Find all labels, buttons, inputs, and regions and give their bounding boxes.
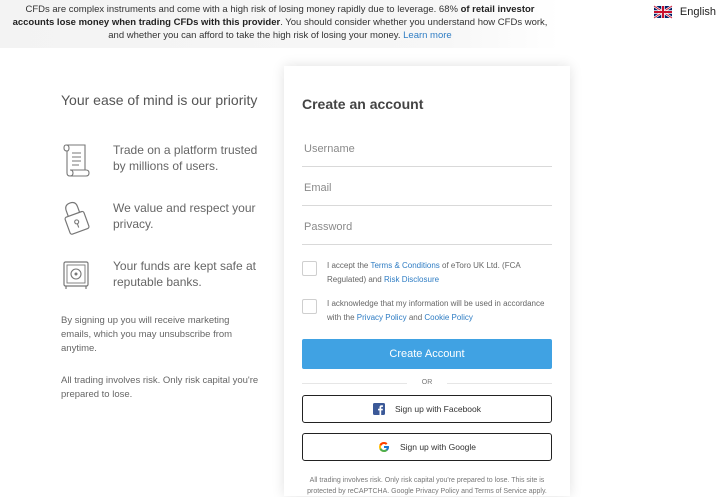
- facebook-signup-button[interactable]: [302, 395, 552, 423]
- benefits-title: Your ease of mind is our priority: [61, 92, 258, 108]
- terms-text-pre: I accept the: [327, 261, 371, 270]
- risk-disclosure-link[interactable]: Risk Disclosure: [383, 275, 440, 284]
- privacy-policy-link[interactable]: Privacy Policy: [356, 313, 407, 322]
- privacy-consent-text: [327, 297, 552, 325]
- scroll-icon: [61, 140, 91, 178]
- feature-text-trusted: Trade on a platform trusted by millions of users.: [113, 143, 258, 173]
- terms-conditions-link[interactable]: Terms & Conditions: [370, 261, 440, 270]
- terms-consent-text: [327, 259, 552, 287]
- privacy-checkbox[interactable]: [302, 299, 317, 314]
- safe-icon: [61, 256, 91, 294]
- privacy-consent-row: [302, 297, 552, 325]
- risk-notice: All trading involves risk. Only risk capital you're prepared to lose.: [61, 375, 259, 400]
- risk-warning-text: CFDs are complex instruments and come with a high risk of losing money rapidly due to leverage. 68%: [25, 4, 461, 15]
- password-input[interactable]: [302, 217, 552, 233]
- feature-text-funds: Your funds are kept safe at reputable banks.: [113, 259, 256, 289]
- username-field: [302, 128, 552, 167]
- risk-warning-text-continued: . You should consider whether you understand how CFDs work, and whether you can afford to take the high risk of losing your money.: [108, 17, 548, 41]
- feature-text-privacy: We value and respect your privacy.: [113, 201, 256, 231]
- email-input[interactable]: [302, 178, 552, 194]
- feature-item-trusted: [61, 140, 261, 178]
- uk-flag-icon: [654, 6, 672, 18]
- google-icon: [378, 441, 390, 453]
- benefits-panel: [61, 92, 261, 402]
- terms-text-mid: of eToro UK Ltd. (FCA Regulated) and: [327, 261, 521, 284]
- create-account-button[interactable]: Create Account: [302, 339, 552, 369]
- terms-checkbox[interactable]: [302, 261, 317, 276]
- form-footer-note: All trading involves risk. Only risk capital you're prepared to lose. This site is protected by reCAPTCHA. Google Privacy Policy and Terms of Service apply.: [307, 477, 547, 495]
- risk-warning-banner: [0, 0, 560, 48]
- email-field: [302, 167, 552, 206]
- feature-item-privacy: [61, 198, 261, 236]
- language-label: English: [679, 6, 716, 18]
- google-button-label: Sign up with Google: [399, 442, 477, 452]
- padlock-icon: [61, 198, 91, 236]
- feature-item-funds: [61, 256, 261, 294]
- or-divider: OR: [302, 379, 552, 386]
- learn-more-link[interactable]: Learn more: [403, 30, 452, 41]
- form-title: Create an account: [302, 96, 424, 112]
- facebook-button-label: Sign up with Facebook: [395, 404, 481, 414]
- google-signup-button[interactable]: [302, 433, 552, 461]
- password-field: [302, 206, 552, 245]
- risk-warning-bold-text: of retail investor accounts lose money when trading CFDs with this provider: [12, 4, 535, 28]
- privacy-text-mid: and: [406, 313, 425, 322]
- privacy-text-pre: I acknowledge that my information will be used in accordance with the: [327, 299, 545, 322]
- username-input[interactable]: [302, 139, 552, 155]
- facebook-icon: [373, 403, 385, 415]
- terms-consent-row: [302, 259, 552, 287]
- language-selector[interactable]: [654, 6, 716, 18]
- registration-card: [284, 66, 570, 496]
- marketing-notice: By signing up you will receive marketing emails, which you may unsubscribe from anytime.: [61, 315, 233, 354]
- cookie-policy-link[interactable]: Cookie Policy: [424, 313, 473, 322]
